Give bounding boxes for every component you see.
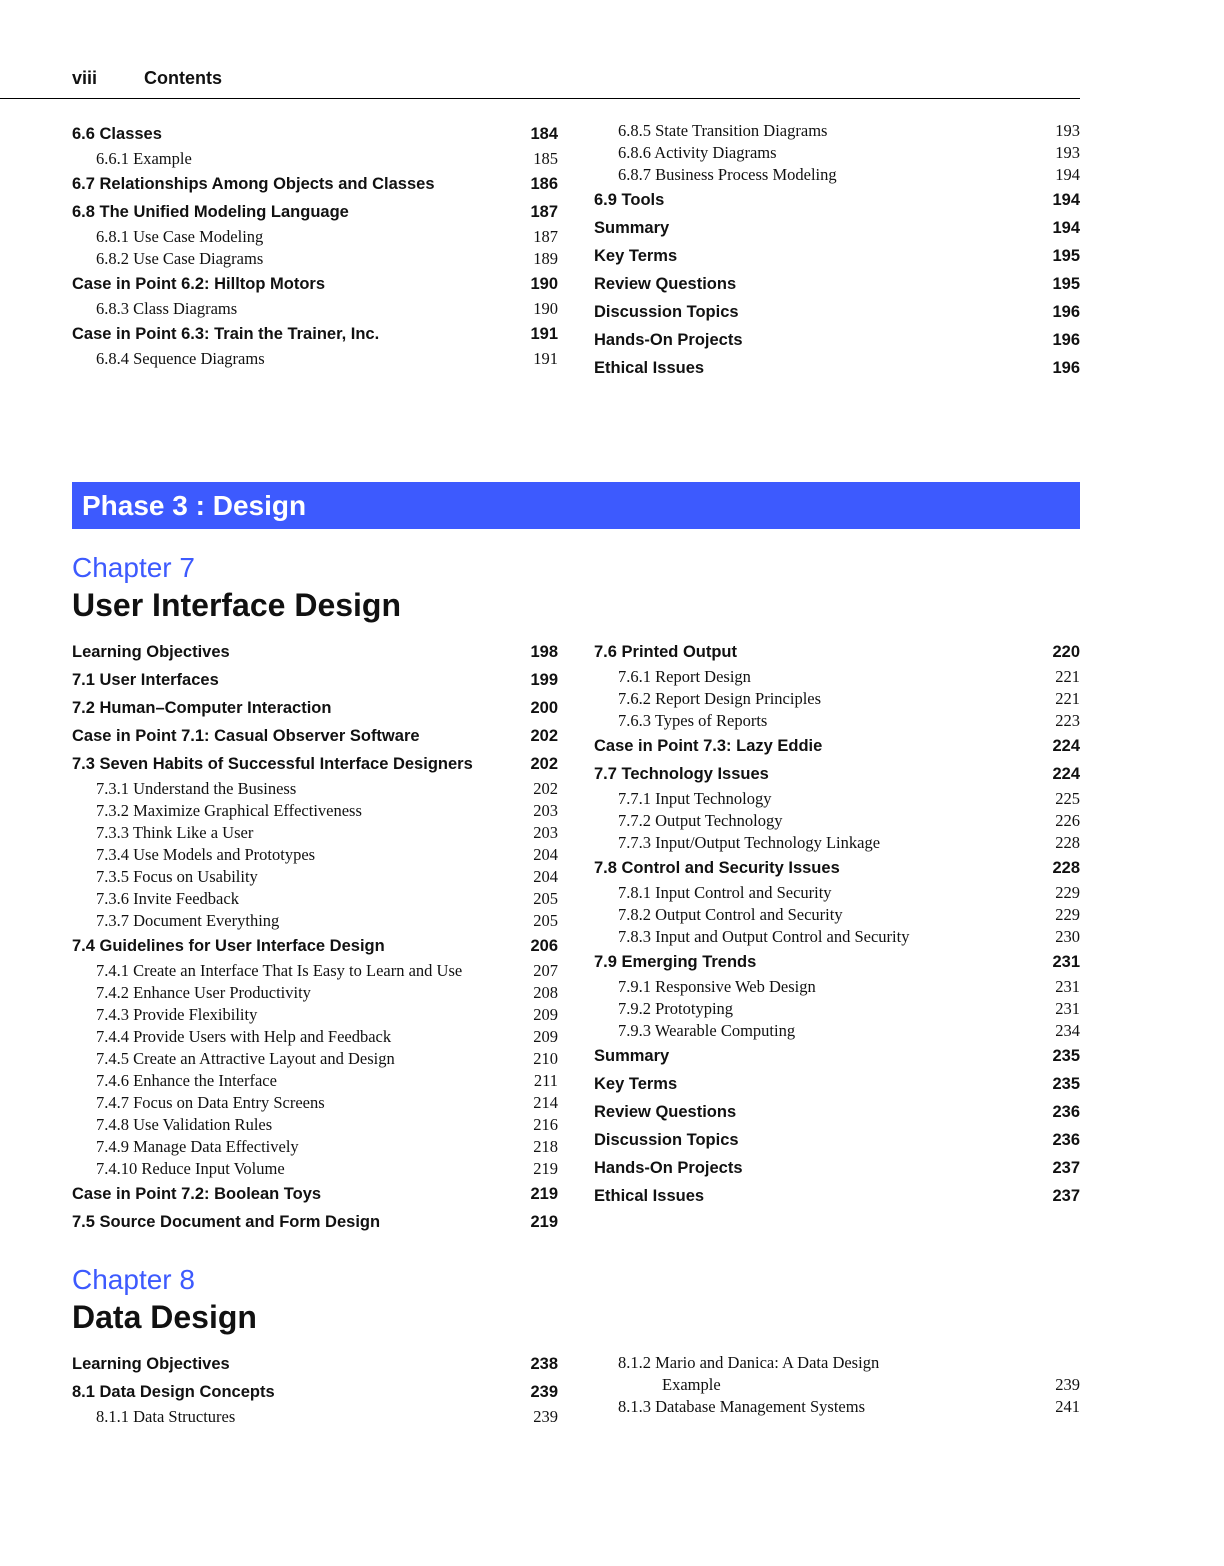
toc-entry[interactable]: [594, 354, 1080, 382]
toc-subentry[interactable]: [594, 120, 1080, 142]
toc-page-number: 224: [1052, 737, 1080, 755]
toc-page-number: 221: [1055, 667, 1080, 686]
toc-page-number: 238: [530, 1355, 558, 1373]
toc-subentry[interactable]: [594, 710, 1080, 732]
toc-subentry[interactable]: [72, 226, 558, 248]
toc-entry-title: Hands-On Projects: [594, 1159, 743, 1177]
toc-entry[interactable]: [594, 1182, 1080, 1210]
toc-page-number: 228: [1055, 833, 1080, 852]
running-title: Contents: [144, 68, 222, 88]
toc-page-number: 221: [1055, 689, 1080, 708]
toc-entry-title: 8.1 Data Design Concepts: [72, 1383, 275, 1401]
toc-page-number: 208: [533, 983, 558, 1002]
toc-page-number: 205: [533, 911, 558, 930]
toc-entry-title: 8.1.1 Data Structures: [96, 1407, 236, 1426]
toc-entry[interactable]: [72, 1378, 558, 1406]
toc-entry[interactable]: [72, 666, 558, 694]
toc-page-number: 199: [530, 671, 558, 689]
toc-page-number: 229: [1055, 905, 1080, 924]
toc-entry-title: 6.6 Classes: [72, 125, 162, 143]
toc-entry[interactable]: [594, 948, 1080, 976]
toc-entry[interactable]: [72, 270, 558, 298]
toc-entry[interactable]: [594, 214, 1080, 242]
toc-entry-title: 7.8.1 Input Control and Security: [618, 883, 832, 902]
toc-entry-title: 6.8.4 Sequence Diagrams: [96, 349, 265, 368]
toc-subentry[interactable]: [594, 976, 1080, 998]
toc-subentry[interactable]: [594, 1020, 1080, 1042]
toc-entry-title: Key Terms: [594, 1075, 678, 1093]
toc-page-number: 195: [1052, 247, 1080, 265]
toc-page-number: 191: [533, 349, 558, 368]
toc-page-number: 235: [1052, 1075, 1080, 1093]
toc-entry-title: 7.6.1 Report Design: [618, 667, 751, 686]
toc-page-number: 194: [1052, 219, 1080, 237]
toc-ch8-right: [594, 1352, 1080, 1418]
toc-entry[interactable]: [594, 760, 1080, 788]
toc-entry-title: 6.8.6 Activity Diagrams: [618, 143, 777, 162]
toc-subentry[interactable]: [72, 1158, 558, 1180]
toc-entry[interactable]: [594, 242, 1080, 270]
toc-entry[interactable]: [594, 1070, 1080, 1098]
toc-entry[interactable]: [72, 1208, 558, 1236]
toc-subentry[interactable]: [72, 888, 558, 910]
toc-entry-title: Case in Point 7.2: Boolean Toys: [72, 1185, 322, 1203]
toc-page-number: 237: [1052, 1187, 1080, 1205]
toc-page-number: 204: [533, 845, 558, 864]
toc-subentry[interactable]: [594, 1352, 1080, 1396]
toc-subentry[interactable]: [72, 248, 558, 270]
toc-entry-title-line: Example: [662, 1375, 721, 1394]
toc-page-number: 239: [1055, 1375, 1080, 1394]
toc-page-number: 184: [530, 125, 558, 143]
toc-entry[interactable]: [72, 750, 558, 778]
toc-entry[interactable]: [72, 1180, 558, 1208]
chapter-8-label: Chapter 8: [72, 1264, 195, 1295]
toc-entry[interactable]: [72, 198, 558, 226]
toc-page-number: 196: [1052, 331, 1080, 349]
toc-entry-title: [618, 1352, 879, 1396]
toc-top-left: [72, 120, 558, 370]
chapter-8-title: Data Design: [72, 1299, 257, 1335]
toc-entry[interactable]: [594, 732, 1080, 760]
toc-entry-title: 7.4.6 Enhance the Interface: [96, 1071, 277, 1090]
toc-subentry[interactable]: [72, 298, 558, 320]
toc-page-number: 203: [533, 801, 558, 820]
toc-entry-title-line: 8.1.2 Mario and Danica: A Data Design: [618, 1353, 880, 1372]
toc-entry-title: Key Terms: [594, 247, 678, 265]
toc-entry-title: 7.5 Source Document and Form Design: [72, 1213, 381, 1231]
toc-entry-title: 7.3.1 Understand the Business: [96, 779, 297, 798]
toc-page-number: 189: [533, 249, 558, 268]
toc-entry[interactable]: [72, 638, 558, 666]
toc-page-number: 185: [533, 149, 558, 168]
toc-entry-title: 6.9 Tools: [594, 191, 665, 209]
toc-page-number: 198: [530, 643, 558, 661]
toc-page-number: 206: [530, 937, 558, 955]
running-header: [72, 68, 222, 89]
toc-entry[interactable]: [594, 1098, 1080, 1126]
toc-entry-title: Ethical Issues: [594, 359, 705, 377]
toc-entry-title: 7.9.2 Prototyping: [618, 999, 734, 1018]
toc-page-number: 220: [1052, 643, 1080, 661]
toc-entry-title: Hands-On Projects: [594, 331, 743, 349]
toc-entry-title: 7.7.1 Input Technology: [618, 789, 772, 808]
toc-page-number: 200: [530, 699, 558, 717]
toc-entry-title: 6.8 The Unified Modeling Language: [72, 203, 349, 221]
toc-entry-title: 7.2 Human–Computer Interaction: [72, 699, 332, 717]
toc-entry-title: 7.6.3 Types of Reports: [618, 711, 768, 730]
toc-entry-title: 7.6 Printed Output: [594, 643, 738, 661]
toc-page-number: 231: [1052, 953, 1080, 971]
toc-subentry[interactable]: [72, 778, 558, 800]
toc-subentry[interactable]: [72, 348, 558, 370]
header-rule: [0, 98, 1080, 99]
toc-page-number: 190: [530, 275, 558, 293]
toc-page-number: 237: [1052, 1159, 1080, 1177]
toc-entry-title: 7.4.4 Provide Users with Help and Feedback: [96, 1027, 392, 1046]
toc-page-number: 225: [1055, 789, 1080, 808]
toc-page-number: 187: [530, 203, 558, 221]
toc-entry[interactable]: [594, 298, 1080, 326]
toc-entry[interactable]: [594, 1154, 1080, 1182]
toc-entry-title: 7.4.9 Manage Data Effectively: [96, 1137, 299, 1156]
toc-entry[interactable]: [594, 1126, 1080, 1154]
toc-entry-title: 6.8.3 Class Diagrams: [96, 299, 238, 318]
toc-ch8-left: [72, 1350, 558, 1428]
chapter-7-label: Chapter 7: [72, 552, 195, 583]
toc-subentry[interactable]: [72, 800, 558, 822]
toc-entry-title: Discussion Topics: [594, 303, 739, 321]
toc-page-number: 193: [1055, 143, 1080, 162]
toc-ch7-left: [72, 638, 558, 1236]
toc-page-number: 209: [533, 1005, 558, 1024]
toc-subentry[interactable]: [72, 982, 558, 1004]
toc-page-number: 194: [1052, 191, 1080, 209]
toc-page-number: 209: [533, 1027, 558, 1046]
toc-ch7-right: [594, 638, 1080, 1210]
toc-entry-title: 7.3.6 Invite Feedback: [96, 889, 239, 908]
toc-entry-title: 7.4 Guidelines for User Interface Design: [72, 937, 385, 955]
toc-page-number: 196: [1052, 303, 1080, 321]
toc-entry-title: Case in Point 6.2: Hilltop Motors: [72, 275, 326, 293]
toc-entry-title: 7.7.2 Output Technology: [618, 811, 783, 830]
toc-entry-title: 7.3.5 Focus on Usability: [96, 867, 258, 886]
toc-page-number: 216: [533, 1115, 558, 1134]
toc-subentry[interactable]: [594, 164, 1080, 186]
toc-entry[interactable]: [72, 694, 558, 722]
toc-page-number: 202: [533, 779, 558, 798]
toc-page-number: 211: [533, 1071, 558, 1090]
toc-subentry[interactable]: [594, 688, 1080, 710]
toc-entry[interactable]: [72, 722, 558, 750]
toc-entry-title: 7.9.3 Wearable Computing: [618, 1021, 796, 1040]
toc-subentry[interactable]: [72, 1136, 558, 1158]
toc-subentry[interactable]: [594, 998, 1080, 1020]
toc-entry-title: Case in Point 7.1: Casual Observer Software: [72, 727, 420, 745]
toc-entry[interactable]: [594, 1042, 1080, 1070]
toc-entry-title: Learning Objectives: [72, 1355, 230, 1373]
toc-page-number: 234: [1055, 1021, 1080, 1040]
toc-entry-title: 7.8.2 Output Control and Security: [618, 905, 843, 924]
toc-entry-title: 7.3.7 Document Everything: [96, 911, 280, 930]
toc-entry[interactable]: [72, 170, 558, 198]
phase-banner: Phase 3 : Design: [72, 482, 1080, 529]
toc-page-number: 191: [530, 325, 558, 343]
toc-page-number: 229: [1055, 883, 1080, 902]
toc-subentry[interactable]: [594, 788, 1080, 810]
toc-page-number: 187: [533, 227, 558, 246]
toc-subentry[interactable]: [594, 1396, 1080, 1418]
toc-page-number: 205: [533, 889, 558, 908]
toc-subentry[interactable]: [72, 1092, 558, 1114]
toc-page-number: 231: [1055, 977, 1080, 996]
toc-entry-title: 7.7 Technology Issues: [594, 765, 769, 783]
toc-page-number: 236: [1052, 1131, 1080, 1149]
toc-subentry[interactable]: [72, 866, 558, 888]
toc-page-number: 196: [1052, 359, 1080, 377]
toc-subentry[interactable]: [594, 904, 1080, 926]
toc-entry-title: 7.4.10 Reduce Input Volume: [96, 1159, 285, 1178]
toc-page-number: 214: [533, 1093, 558, 1112]
page-number: viii: [72, 68, 98, 88]
toc-entry-title: Summary: [594, 219, 670, 237]
toc-page-number: 231: [1055, 999, 1080, 1018]
toc-entry-title: 7.3.2 Maximize Graphical Effectiveness: [96, 801, 362, 820]
toc-entry-title: Learning Objectives: [72, 643, 230, 661]
toc-page-number: 223: [1055, 711, 1080, 730]
toc-subentry[interactable]: [72, 822, 558, 844]
toc-entry-title: 7.4.3 Provide Flexibility: [96, 1005, 258, 1024]
toc-entry-title: 7.9 Emerging Trends: [594, 953, 757, 971]
toc-page-number: 219: [530, 1213, 558, 1231]
toc-subentry[interactable]: [72, 1048, 558, 1070]
toc-entry-title: 7.3 Seven Habits of Successful Interface Designers: [72, 755, 473, 773]
toc-entry-title: 7.9.1 Responsive Web Design: [618, 977, 816, 996]
toc-subentry[interactable]: [72, 1114, 558, 1136]
toc-entry[interactable]: [594, 186, 1080, 214]
toc-entry-title: 7.3.3 Think Like a User: [96, 823, 254, 842]
toc-page-number: 202: [530, 727, 558, 745]
toc-page-number: 193: [1055, 121, 1080, 140]
toc-subentry[interactable]: [72, 910, 558, 932]
toc-subentry[interactable]: [72, 148, 558, 170]
toc-entry-title: 7.1 User Interfaces: [72, 671, 219, 689]
toc-page-number: 228: [1052, 859, 1080, 877]
toc-page-number: 194: [1055, 165, 1080, 184]
toc-entry-title: 7.4.1 Create an Interface That Is Easy to Learn and Use: [96, 961, 463, 980]
toc-entry-title: 6.7 Relationships Among Objects and Classes: [72, 175, 435, 193]
toc-entry-title: 6.8.5 State Transition Diagrams: [618, 121, 828, 140]
toc-entry[interactable]: [72, 120, 558, 148]
toc-subentry[interactable]: [594, 142, 1080, 164]
toc-page-number: 207: [533, 961, 558, 980]
toc-entry[interactable]: [72, 1350, 558, 1378]
toc-entry-title: Case in Point 7.3: Lazy Eddie: [594, 737, 823, 755]
toc-page-number: 235: [1052, 1047, 1080, 1065]
toc-entry-title: 6.8.2 Use Case Diagrams: [96, 249, 264, 268]
toc-page-number: 190: [533, 299, 558, 318]
toc-subentry[interactable]: [72, 1406, 558, 1428]
toc-entry-title: Ethical Issues: [594, 1187, 705, 1205]
toc-entry-title: 7.4.2 Enhance User Productivity: [96, 983, 311, 1002]
toc-subentry[interactable]: [594, 882, 1080, 904]
toc-entry-title: 8.1.3 Database Management Systems: [618, 1397, 865, 1416]
toc-entry-title: 7.4.7 Focus on Data Entry Screens: [96, 1093, 325, 1112]
toc-entry[interactable]: [72, 932, 558, 960]
toc-page-number: 218: [533, 1137, 558, 1156]
toc-top-right: [594, 120, 1080, 382]
toc-page-number: 203: [533, 823, 558, 842]
toc-subentry[interactable]: [72, 844, 558, 866]
toc-page-number: 210: [533, 1049, 558, 1068]
toc-entry-title: 7.6.2 Report Design Principles: [618, 689, 822, 708]
toc-entry-title: 6.8.7 Business Process Modeling: [618, 165, 837, 184]
toc-entry-title: 6.8.1 Use Case Modeling: [96, 227, 264, 246]
toc-page-number: 204: [533, 867, 558, 886]
toc-subentry[interactable]: [72, 1026, 558, 1048]
toc-entry-title: 7.8 Control and Security Issues: [594, 859, 840, 877]
toc-entry-title: Review Questions: [594, 1103, 737, 1121]
toc-page-number: 219: [533, 1159, 558, 1178]
toc-entry-title: 6.6.1 Example: [96, 149, 192, 168]
toc-subentry[interactable]: [594, 832, 1080, 854]
toc-page-number: 236: [1052, 1103, 1080, 1121]
toc-entry[interactable]: [594, 638, 1080, 666]
toc-page-number: 239: [533, 1407, 558, 1426]
toc-subentry[interactable]: [594, 926, 1080, 948]
toc-page-number: 230: [1055, 927, 1080, 946]
toc-entry-title: Summary: [594, 1047, 670, 1065]
toc-page-number: 195: [1052, 275, 1080, 293]
toc-entry-title: 7.7.3 Input/Output Technology Linkage: [618, 833, 881, 852]
toc-entry-title: 7.8.3 Input and Output Control and Security: [618, 927, 910, 946]
toc-subentry[interactable]: [72, 960, 558, 982]
toc-subentry[interactable]: [72, 1004, 558, 1026]
toc-page-number: 241: [1055, 1397, 1080, 1416]
toc-entry-title: Case in Point 6.3: Train the Trainer, Inc.: [72, 325, 380, 343]
chapter-7-title: User Interface Design: [72, 587, 402, 623]
toc-subentry[interactable]: [72, 1070, 558, 1092]
toc-page-number: 239: [530, 1383, 558, 1401]
toc-subentry[interactable]: [594, 666, 1080, 688]
toc-entry-title: Discussion Topics: [594, 1131, 739, 1149]
toc-entry-title: 7.4.5 Create an Attractive Layout and Design: [96, 1049, 395, 1068]
toc-entry[interactable]: [72, 320, 558, 348]
toc-page-number: 226: [1055, 811, 1080, 830]
toc-entry-title: Review Questions: [594, 275, 737, 293]
toc-entry[interactable]: [594, 326, 1080, 354]
toc-subentry[interactable]: [594, 810, 1080, 832]
toc-page-number: 186: [530, 175, 558, 193]
toc-entry[interactable]: [594, 854, 1080, 882]
toc-page-number: 202: [530, 755, 558, 773]
toc-entry-title: 7.3.4 Use Models and Prototypes: [96, 845, 316, 864]
toc-entry-title: 7.4.8 Use Validation Rules: [96, 1115, 273, 1134]
toc-entry[interactable]: [594, 270, 1080, 298]
toc-page-number: 224: [1052, 765, 1080, 783]
toc-page-number: 219: [530, 1185, 558, 1203]
